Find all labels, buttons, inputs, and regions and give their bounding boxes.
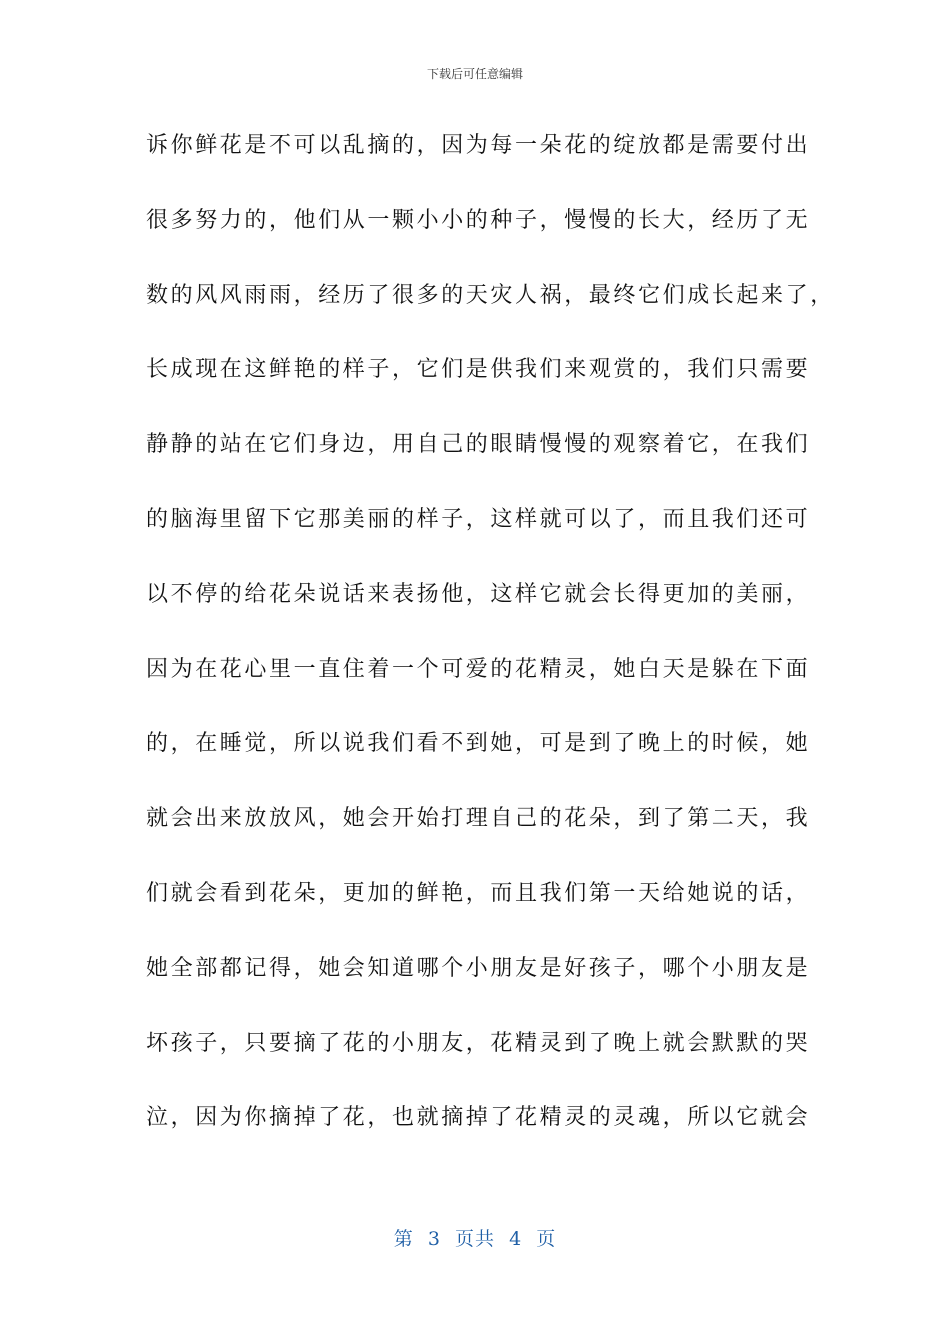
text-line: 们就会看到花朵，更加的鲜艳，而且我们第一天给她说的话， [146, 880, 811, 906]
text-line: 长成现在这鲜艳的样子，它们是供我们来观赏的，我们只需要 [146, 357, 811, 383]
text-line: 数的风风雨雨，经历了很多的天灾人祸，最终它们成长起来了， [146, 282, 835, 308]
text-line: 的脑海里留下它那美丽的样子，这样就可以了，而且我们还可 [146, 506, 811, 532]
text-line: 的，在睡觉，所以说我们看不到她，可是到了晚上的时候，她 [146, 731, 811, 757]
text-line: 以不停的给花朵说话来表扬他，这样它就会长得更加的美丽， [146, 581, 811, 607]
text-line: 因为在花心里一直住着一个可爱的花精灵，她白天是躲在下面 [146, 656, 811, 682]
text-line: 就会出来放放风，她会开始打理自己的花朵，到了第二天，我 [146, 806, 811, 832]
text-line: 她全部都记得，她会知道哪个小朋友是好孩子，哪个小朋友是 [146, 955, 811, 981]
body-text [146, 126, 835, 1173]
text-line: 很多努力的，他们从一颗小小的种子，慢慢的长大，经历了无 [146, 207, 811, 233]
text-line: 坏孩子，只要摘了花的小朋友，花精灵到了晚上就会默默的哭 [146, 1030, 811, 1056]
text-line: 泣，因为你摘掉了花，也就摘掉了花精灵的灵魂，所以它就会 [146, 1105, 811, 1131]
page-header: 下载后可任意编辑 [426, 67, 523, 81]
text-line: 诉你鲜花是不可以乱摘的，因为每一朵花的绽放都是需要付出 [146, 133, 811, 158]
text-line: 静静的站在它们身边，用自己的眼睛慢慢的观察着它，在我们 [146, 432, 811, 458]
page-number-footer: 第 3 页共 4 页 [393, 1228, 557, 1250]
